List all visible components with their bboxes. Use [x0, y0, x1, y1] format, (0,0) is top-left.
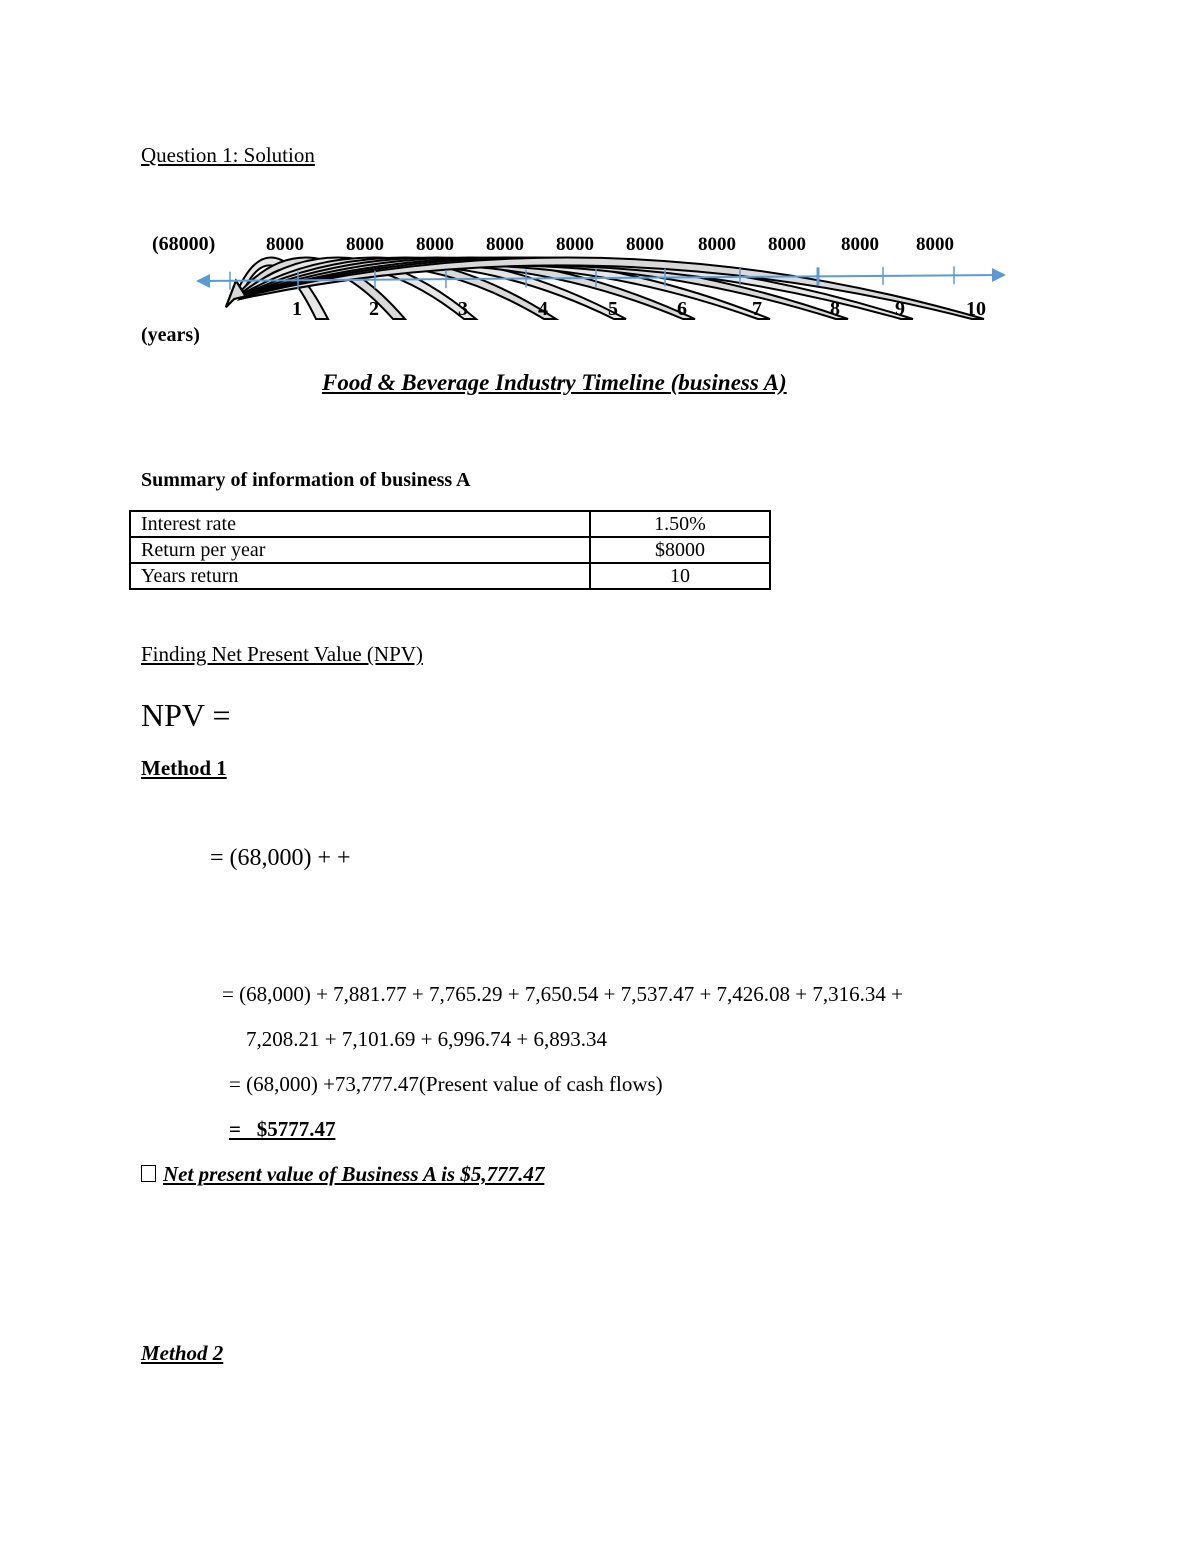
row-label: Return per year: [130, 537, 590, 563]
npv-line-3: 7,208.21 + 7,101.69 + 6,996.74 + 6,893.34: [246, 1027, 608, 1051]
row-value: $8000: [590, 537, 770, 563]
npv-result: = $5777.47: [229, 1117, 336, 1141]
row-value: 10: [590, 563, 770, 589]
year-label: 10: [966, 298, 986, 320]
summary-title: Summary of information of business A: [141, 469, 471, 491]
year-label: 4: [538, 298, 548, 320]
year-label: 9: [895, 298, 905, 320]
conclusion: [141, 1162, 544, 1187]
npv-line-2: = (68,000) + 7,881.77 + 7,765.29 + 7,650.54 + 7,537.47 + 7,426.08 + 7,316.34 +: [222, 982, 903, 1006]
cash-flow-label: 8000: [416, 234, 454, 255]
year-label: 5: [608, 298, 618, 320]
row-label: Years return: [130, 563, 590, 589]
row-label: Interest rate: [130, 511, 590, 537]
year-label: 8: [830, 298, 840, 320]
row-value: 1.50%: [590, 511, 770, 537]
table-row: [130, 537, 770, 563]
cash-flow-label: 8000: [486, 234, 524, 255]
check-box-icon: [141, 1165, 156, 1182]
cash-flow-label: 8000: [266, 234, 304, 255]
cash-flow-label: 8000: [346, 234, 384, 255]
year-label: 1: [292, 298, 302, 320]
conclusion-text: Net present value of Business A is $5,777.47: [163, 1162, 545, 1186]
cash-flow-label: 8000: [768, 234, 806, 255]
npv-line-1: = (68,000) + +: [210, 845, 351, 871]
discount-arrows: [226, 258, 984, 319]
cash-flow-label: 8000: [626, 234, 664, 255]
npv-heading: Finding Net Present Value (NPV): [141, 642, 423, 666]
year-label: 6: [677, 298, 687, 320]
cash-flow-timeline: [130, 215, 1030, 345]
method-1-heading: Method 1: [141, 756, 227, 780]
table-row: [130, 511, 770, 537]
axis-right-arrowhead: [992, 268, 1006, 282]
year-label: 7: [752, 298, 762, 320]
heading: Question 1: Solution: [141, 143, 315, 167]
axis-label: (years): [141, 324, 200, 346]
initial-outflow: (68000): [152, 233, 216, 255]
cash-flow-label: 8000: [698, 234, 736, 255]
table-row: [130, 563, 770, 589]
method-2-heading: Method 2: [141, 1341, 224, 1365]
cash-flow-label: 8000: [841, 234, 879, 255]
axis-left-arrowhead: [196, 274, 210, 288]
npv-formula: NPV =: [141, 697, 231, 733]
npv-line-4: = (68,000) +73,777.47(Present value of cash flows): [229, 1072, 663, 1096]
year-label: 3: [458, 298, 468, 320]
timeline-caption: Food & Beverage Industry Timeline (business A): [322, 370, 787, 395]
cash-flow-label: 8000: [556, 234, 594, 255]
summary-table: [129, 510, 771, 590]
year-label: 2: [369, 298, 379, 320]
cash-flow-label: 8000: [916, 234, 954, 255]
